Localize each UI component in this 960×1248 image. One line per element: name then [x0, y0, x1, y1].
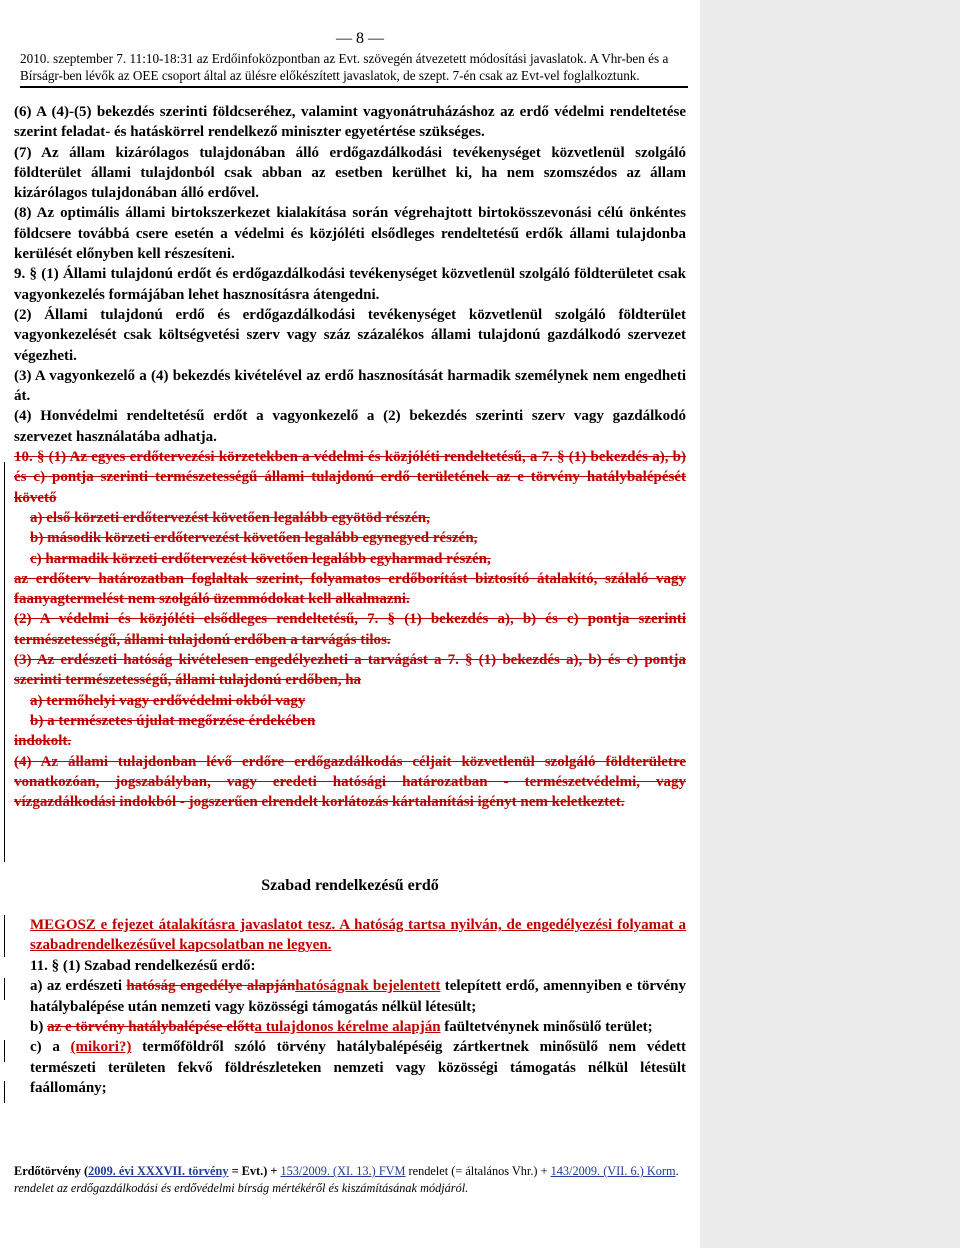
- deleted-10-tail: az erdőterv határozatban foglaltak szerint, folyamatos erdőborítást biztosító átalakító, szálaló vagy faanyagtermelést nem szolgáló üzemmódokat kell alkalmazni.: [14, 570, 686, 608]
- main-body: [14, 102, 686, 812]
- footer-decree-title: rendelet az erdőgazdálkodási és erdővédelmi bírság mértékéről és kiszámításának módjáról.: [14, 1181, 469, 1195]
- page-header: [20, 50, 688, 88]
- change-bar-4: [4, 1040, 5, 1062]
- change-bar-1: [4, 462, 5, 862]
- change-bar-2: [4, 915, 5, 957]
- comment-sidebar: [700, 0, 960, 1248]
- deleted-10-para-3b: b) a természetes újulat megőrzése érdekében: [30, 712, 316, 729]
- deleted-10-para-2: (2) A védelmi és közjóléti elsődleges rendeltetésű, 7. § (1) bekezdés a), b) és c) pontja szerinti természetességű, állami tulajdonú erdőben a tarvágás tilos.: [14, 611, 686, 648]
- page-footer: Erdőtörvény (2009. évi XXXVII. törvény = Evt.) + 153/2009. (XI. 13.) FVM rendelet (= általános Vhr.) + 143/2009. (VII. 6.) Korm. rendelet az erdőgazdálkodási és erdővédelmi bírság mértékéről és kiszámításának módjáról.: [14, 1164, 679, 1195]
- section-11-body: [30, 915, 686, 1099]
- section-11-item-a: a) az erdészeti hatóság engedélye alapjánhatóságnak bejelentett telepített erdő, amennyiben e törvény hatálybalépése után nemzeti vagy közösségi támogatás nélkül létesült;: [30, 978, 686, 1015]
- section-heading: Szabad rendelkezésű erdő: [261, 877, 439, 894]
- paragraph-7: (7) Az állam kizárólagos tulajdonában álló erdőgazdálkodási tevékenységet közvetlenül szolgáló földterület állami tulajdonból csak abban az esetben kerülhet ki, ha nem szomszédos az állam kizárólagos tulajdonában álló erdővel.: [14, 144, 686, 202]
- paragraph-6: (6) A (4)-(5) bekezdés szerinti földcseréhez, valamint vagyonátruházáshoz az erdő védelmi rendeltetése szerint feladat- és hatáskörrel rendelkező miniszter egyetértése szükséges.: [14, 104, 686, 141]
- section-11-intro: 11. § (1) Szabad rendelkezésű erdő:: [30, 957, 256, 974]
- change-bar-3: [4, 978, 5, 1000]
- deleted-section-10-intro: 10. § (1) Az egyes erdőtervezési körzetekben a védelmi és közjóléti rendeltetésű, a 7. § (1) bekezdés a), b) és c) pontja szerinti természetességű állami tulajdonú erdő területének az e törvény hatálybalépését követő: [14, 449, 686, 506]
- section-9-2: (2) Állami tulajdonú erdő és erdőgazdálkodási tevékenységet közvetlenül szolgáló földterület vagyonkezelését csak költségvetési szerv vagy száz százalékos állami tulajdonú gazdálkodó szervezet végezheti.: [14, 306, 686, 364]
- header-line-2: Bírságr-ben lévők az OEE csoport által az ülésre előkészített javaslatok, de szept. 7-én csak az Evt-vel foglalkoztunk.: [20, 68, 640, 83]
- footer-link-evt[interactable]: 2009. évi XXXVII. törvény: [88, 1164, 229, 1178]
- item-a-deleted: hatóság engedélye alapján: [126, 978, 296, 995]
- megosz-note: MEGOSZ e fejezet átalakításra javaslatot tesz. A hatóság tartsa nyilván, de engedélyezési folyamat a szabadrendelkezésűvel kapcsolatban ne legyen.: [30, 917, 686, 954]
- item-b-inserted: a tulajdonos kérelme alapján: [254, 1019, 441, 1036]
- deleted-10-para-3-end: indokolt.: [14, 733, 72, 750]
- header-line-1: 2010. szeptember 7. 11:10-18:31 az Erdőinfoközpontban az Evt. szövegén átvezetett módosítási javaslatok. A Vhr-ben és a: [20, 51, 669, 66]
- section-11-item-c: c) a (mikori?) termőföldről szóló törvény hatálybalépéséig zártkertnek minősülő nem védett természeti területen fekvő földrészleteken nemzeti vagy közösségi támogatás nélkül létesült faállomány;: [30, 1039, 686, 1097]
- paragraph-8: (8) Az optimális állami birtokszerkezet kialakítása során végrehajtott birtokösszevonási célú önkéntes földcsere továbbá csere esetén a védelmi és közjóléti elsődleges rendeltetésű erdők állami tulajdonba kerülését előnyben kell részesíteni.: [14, 205, 686, 263]
- footer-link-korm[interactable]: 143/2009. (VII. 6.) Korm: [550, 1164, 676, 1178]
- page-number: — 8 —: [336, 30, 384, 47]
- section-9-1: 9. § (1) Állami tulajdonú erdőt és erdőgazdálkodási tevékenységet közvetlenül szolgáló földterületet csak vagyonkezelés formájában lehet hasznosításra átengedni.: [14, 266, 686, 303]
- item-a-inserted: hatóságnak bejelentett: [295, 978, 441, 995]
- footer-link-fvm[interactable]: 153/2009. (XI. 13.) FVM: [280, 1164, 406, 1178]
- section-11-item-b: b) az e törvény hatálybalépése előtta tulajdonos kérelme alapján faültetvénynek minősülő terület;: [30, 1019, 653, 1036]
- section-9-4: (4) Honvédelmi rendeltetésű erdőt a vagyonkezelő a (2) bekezdés szerinti szerv vagy gazdálkodó szervezet használatába adhatja.: [14, 408, 686, 445]
- deleted-10-para-3: (3) Az erdészeti hatóság kivételesen engedélyezheti a tarvágást a 7. § (1) bekezdés a), b) és c) pontja szerinti természetességű, állami tulajdonú erdőben, ha: [14, 652, 686, 689]
- section-9-3: (3) A vagyonkezelő a (4) bekezdés kivételével az erdő hasznosítását harmadik személynek nem engedheti át.: [14, 367, 686, 405]
- change-bar-5: [4, 1081, 5, 1103]
- item-c-inserted: (mikori?): [70, 1039, 132, 1056]
- deleted-10-item-b: b) második körzeti erdőtervezést követően legalább egynegyed részén,: [30, 530, 478, 547]
- deleted-10-para-4: (4) Az állami tulajdonban lévő erdőre erdőgazdálkodás céljait közvetlenül szolgáló földterületre vonatkozóan, jogszabályban, vagy eredeti hatósági határozatban - természetvédelmi, vagy vízgazdálkodási indokból - jogszerűen elrendelt korlátozás kártalanítási igényt nem keletkeztet.: [14, 753, 686, 811]
- deleted-10-para-3a: a) termőhelyi vagy erdővédelmi okból vagy: [30, 692, 306, 709]
- deleted-10-item-c: c) harmadik körzeti erdőtervezést követően legalább egyharmad részén,: [30, 550, 491, 567]
- item-b-deleted: az e törvény hatálybalépése előtt: [47, 1019, 255, 1036]
- deleted-10-item-a: a) első körzeti erdőtervezést követően legalább egyötöd részén,: [30, 509, 430, 526]
